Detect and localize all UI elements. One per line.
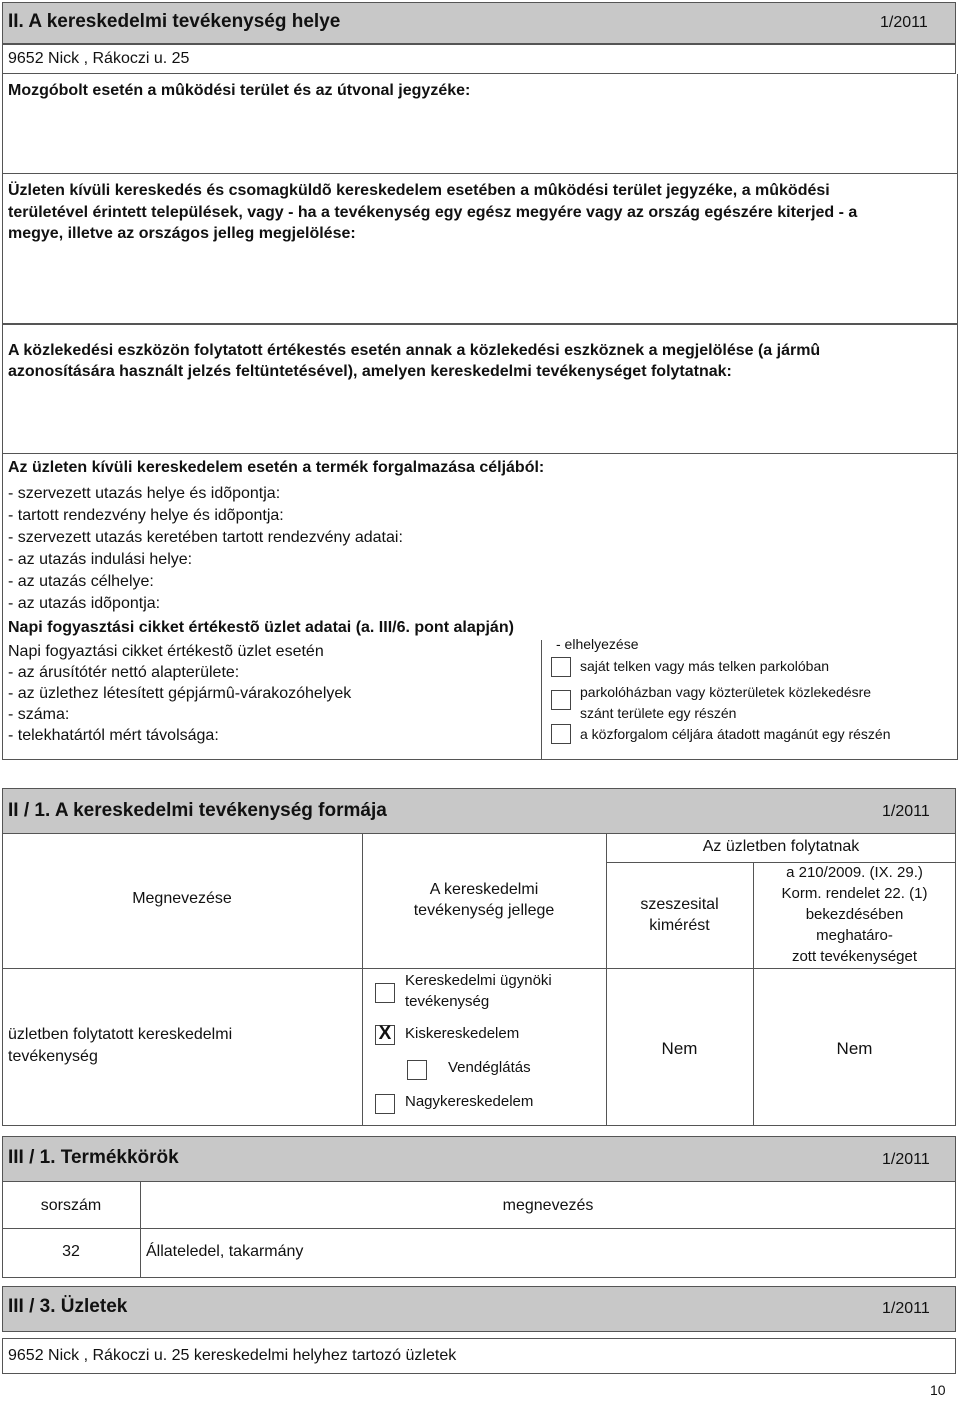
table-cell-num: 32 xyxy=(62,1243,80,1260)
col-decree: a 210/2009. (IX. 29.) xyxy=(786,864,923,881)
page-number: 10 xyxy=(930,1382,946,1398)
activity-checkbox[interactable]: X xyxy=(375,1025,395,1045)
activity-option: Kereskedelmi ügynöki xyxy=(405,972,552,989)
purpose-item: - az utazás indulási helye: xyxy=(8,551,193,568)
vehicle-label-2: azonosítására használt jelzés feltüntetésével), amelyen kereskedelmi tevékenységet folytatnak: xyxy=(8,363,732,380)
activity-checkbox[interactable] xyxy=(375,983,395,1003)
placement-checkbox[interactable] xyxy=(551,724,571,744)
alcohol-value: Nem xyxy=(661,1039,698,1058)
activity-option: Nagykereskedelem xyxy=(405,1093,534,1110)
table-rule xyxy=(362,834,363,1126)
col-decree: meghatáro- xyxy=(816,927,893,944)
col-decree: bekezdésében xyxy=(805,906,904,923)
table-rule xyxy=(606,834,607,1126)
section-date: 1/2011 xyxy=(882,1151,930,1168)
placement-label: - elhelyezése xyxy=(556,636,639,652)
col-name: Megnevezése xyxy=(132,890,232,907)
vehicle-label-1: A közlekedési eszközön folytatott értékestés esetén annak a közlekedési eszköznek a megjelölése (a jármû xyxy=(8,342,821,359)
col-num: sorszám xyxy=(40,1197,102,1214)
col-product: megnevezés xyxy=(502,1197,594,1214)
purpose-item: - tartott rendezvény helye és idõpontja: xyxy=(8,507,284,524)
section-header xyxy=(2,1286,956,1332)
food-title: Napi fogyasztási cikket értékestõ üzlet adatai (a. III/6. pont alapján) xyxy=(8,619,514,636)
col-group: Az üzletben folytatnak xyxy=(702,838,860,855)
col-decree: Korm. rendelet 22. (1) xyxy=(781,885,928,902)
shops-text: 9652 Nick , Rákoczi u. 25 kereskedelmi helyhez tartozó üzletek xyxy=(8,1347,457,1364)
placement-option: parkolóházban vagy közterületek közlekedésre xyxy=(580,684,872,700)
food-item: Napi fogyaztási cikket értékestõ üzlet esetén xyxy=(8,643,324,660)
row-name: tevékenység xyxy=(8,1048,98,1065)
activity-checkbox[interactable] xyxy=(375,1094,395,1114)
purpose-item: - az utazás célhelye: xyxy=(8,573,154,590)
col-nature: A kereskedelmi xyxy=(429,881,539,898)
address: 9652 Nick , Rákoczi u. 25 xyxy=(8,50,190,67)
section-date: 1/2011 xyxy=(882,803,930,820)
placement-checkbox[interactable] xyxy=(551,657,571,677)
activity-checkbox[interactable] xyxy=(407,1060,427,1080)
col-nature: tevékenység jellege xyxy=(413,902,555,919)
section-date: 1/2011 xyxy=(882,1300,930,1317)
row-name: üzletben folytatott kereskedelmi xyxy=(8,1026,233,1043)
food-item: - az üzlethez létesített gépjármû-várakozóhelyek xyxy=(8,685,352,702)
purpose-item: - az utazás idõpontja: xyxy=(8,595,161,612)
outside-label-3: megye, illetve az országos jelleg megjelölése: xyxy=(8,225,356,242)
section-title: III / 1. Termékkörök xyxy=(8,1147,179,1168)
activity-option: tevékenység xyxy=(405,993,490,1010)
outside-label-1: Üzleten kívüli kereskedés és csomagküldõ kereskedelem esetében a mûködési terület jegyzéke, a mûködési xyxy=(8,182,830,199)
purpose-item: - szervezett utazás helye és idõpontja: xyxy=(8,485,281,502)
table-rule xyxy=(2,1228,956,1229)
section-title: III / 3. Üzletek xyxy=(8,1296,128,1317)
divider xyxy=(541,640,542,760)
col-alcohol: kimérést xyxy=(649,917,710,934)
placement-option: szánt területe egy részén xyxy=(580,705,737,721)
food-item: - telekhatártól mért távolsága: xyxy=(8,727,219,744)
activity-option: Kiskereskedelem xyxy=(405,1025,520,1042)
food-item: - az árusítótér nettó alapterülete: xyxy=(8,664,240,681)
col-decree: zott tevékenységet xyxy=(791,948,918,965)
mobile-label: Mozgóbolt esetén a mûködési terület és az útvonal jegyzéke: xyxy=(8,82,471,99)
purpose-title: Az üzleten kívüli kereskedelem esetén a termék forgalmazása céljából: xyxy=(8,459,545,476)
section-date: 1/2011 xyxy=(880,14,928,31)
section-title: II / 1. A kereskedelmi tevékenység formája xyxy=(8,800,387,821)
table-rule xyxy=(606,862,956,863)
activity-option: Vendéglátás xyxy=(448,1059,531,1076)
table-cell-product: Állateledel, takarmány xyxy=(146,1243,304,1260)
placement-option: a közforgalom céljára átadott magánút egy részén xyxy=(580,726,891,742)
decree-value: Nem xyxy=(836,1039,873,1058)
table-rule xyxy=(2,968,956,969)
purpose-item: - szervezett utazás keretében tartott rendezvény adatai: xyxy=(8,529,403,546)
col-alcohol: szeszesital xyxy=(640,896,719,913)
placement-option: saját telken vagy más telken parkolóban xyxy=(580,658,830,674)
outside-label-2: területével érintett települések, vagy - ha a tevékenység egy egész megyére vagy az ország egészére kiterjed - a xyxy=(8,204,858,221)
placement-checkbox[interactable] xyxy=(551,690,571,710)
section-title: II. A kereskedelmi tevékenység helye xyxy=(8,11,341,32)
food-item: - száma: xyxy=(8,706,70,723)
